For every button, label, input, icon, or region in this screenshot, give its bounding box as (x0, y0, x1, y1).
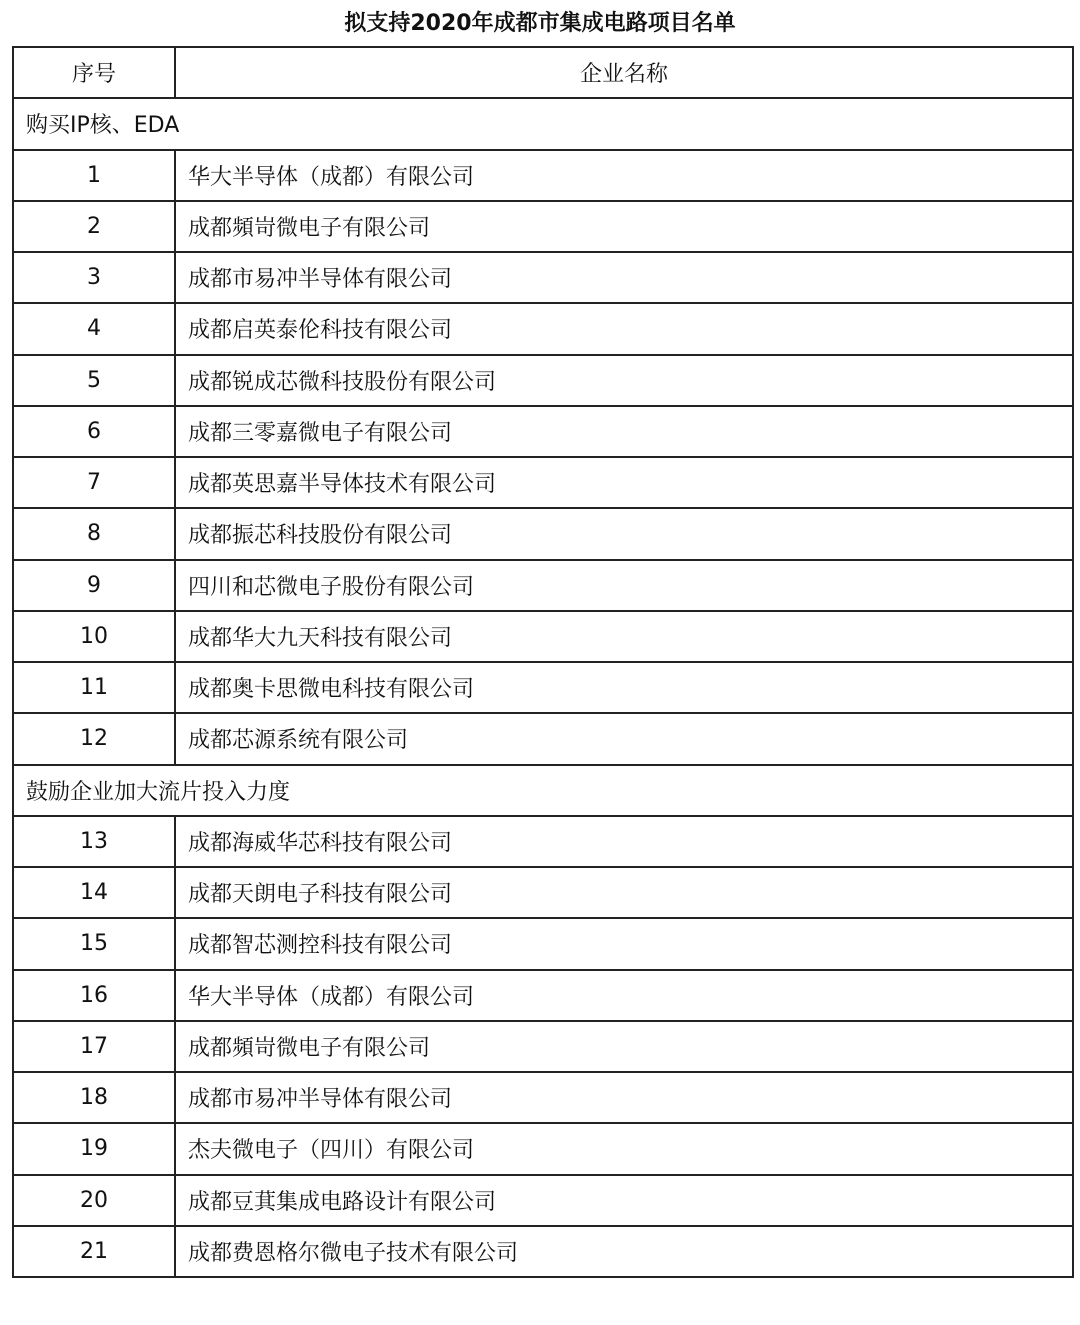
company-name: 杰夫微电子（四川）有限公司 (175, 1123, 1073, 1174)
row-number: 19 (13, 1123, 175, 1174)
company-name: 四川和芯微电子股份有限公司 (175, 560, 1073, 611)
row-number: 4 (13, 303, 175, 354)
table-row (13, 508, 1073, 559)
table-row (13, 1123, 1073, 1174)
table-row (13, 611, 1073, 662)
company-name: 成都頻岢微电子有限公司 (175, 1021, 1073, 1072)
company-name: 成都锐成芯微科技股份有限公司 (175, 355, 1073, 406)
table-row (13, 150, 1073, 201)
column-header-name: 企业名称 (175, 47, 1073, 98)
row-number: 13 (13, 816, 175, 867)
table-row (13, 1072, 1073, 1123)
row-number: 6 (13, 406, 175, 457)
table-row (13, 816, 1073, 867)
row-number: 14 (13, 867, 175, 918)
table-row (13, 1175, 1073, 1226)
table-row (13, 1226, 1073, 1277)
table-row (13, 867, 1073, 918)
row-number: 7 (13, 457, 175, 508)
company-name: 成都天朗电子科技有限公司 (175, 867, 1073, 918)
table-row (13, 252, 1073, 303)
table-row (13, 303, 1073, 354)
table-row (13, 201, 1073, 252)
table-row (13, 713, 1073, 764)
row-number: 12 (13, 713, 175, 764)
table-row (13, 918, 1073, 969)
row-number: 2 (13, 201, 175, 252)
table-row (13, 457, 1073, 508)
row-number: 15 (13, 918, 175, 969)
company-name: 成都振芯科技股份有限公司 (175, 508, 1073, 559)
row-number: 10 (13, 611, 175, 662)
company-name: 成都芯源系统有限公司 (175, 713, 1073, 764)
row-number: 8 (13, 508, 175, 559)
company-name: 成都智芯测控科技有限公司 (175, 918, 1073, 969)
company-name: 成都华大九天科技有限公司 (175, 611, 1073, 662)
row-number: 16 (13, 970, 175, 1021)
company-name: 华大半导体（成都）有限公司 (175, 150, 1073, 201)
section-row (13, 765, 1073, 816)
company-name: 成都启英泰伦科技有限公司 (175, 303, 1073, 354)
row-number: 20 (13, 1175, 175, 1226)
company-name: 成都市易冲半导体有限公司 (175, 1072, 1073, 1123)
company-name: 成都英思嘉半导体技术有限公司 (175, 457, 1073, 508)
company-name: 成都海威华芯科技有限公司 (175, 816, 1073, 867)
table-row (13, 406, 1073, 457)
table-row (13, 355, 1073, 406)
company-name: 成都奥卡思微电科技有限公司 (175, 662, 1073, 713)
row-number: 11 (13, 662, 175, 713)
company-name: 成都頻岢微电子有限公司 (175, 201, 1073, 252)
section-row (13, 98, 1073, 149)
company-name: 成都费恩格尔微电子技术有限公司 (175, 1226, 1073, 1277)
table-header-row (13, 47, 1073, 98)
table-row (13, 662, 1073, 713)
row-number: 17 (13, 1021, 175, 1072)
row-number: 1 (13, 150, 175, 201)
section-title: 鼓励企业加大流片投入力度 (13, 765, 1073, 816)
company-name: 成都豆萁集成电路设计有限公司 (175, 1175, 1073, 1226)
row-number: 21 (13, 1226, 175, 1277)
row-number: 18 (13, 1072, 175, 1123)
row-number: 9 (13, 560, 175, 611)
company-name: 成都市易冲半导体有限公司 (175, 252, 1073, 303)
table-row (13, 970, 1073, 1021)
company-name: 华大半导体（成都）有限公司 (175, 970, 1073, 1021)
table-row (13, 1021, 1073, 1072)
company-name: 成都三零嘉微电子有限公司 (175, 406, 1073, 457)
row-number: 5 (13, 355, 175, 406)
document-title: 拟支持2020年成都市集成电路项目名单 (344, 11, 736, 36)
table-row (13, 560, 1073, 611)
section-title: 购买IP核、EDA (13, 98, 1073, 149)
column-header-no: 序号 (13, 47, 175, 98)
company-list-table (12, 46, 1074, 1278)
row-number: 3 (13, 252, 175, 303)
